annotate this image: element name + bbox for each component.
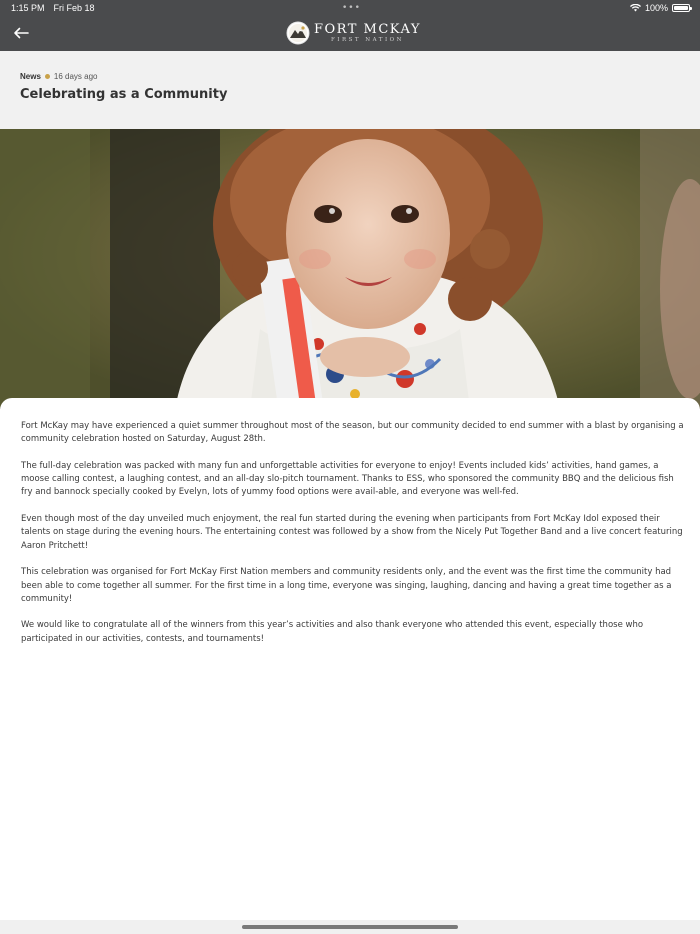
article-paragraph: This celebration was organised for Fort McKay First Nation members and community residents only, and the event was the first time the community had been able to come together all summer. For the first time in a long time, everyone was singing, laughing, dancing and having a great time together as a community! bbox=[21, 567, 672, 604]
article-hero-image bbox=[0, 129, 700, 409]
brand-logo bbox=[286, 21, 421, 45]
article-paragraph: The full-day celebration was packed with many fun and unforgettable activities for everyone to enjoy! Events included kids’ activities, hand games, a moose calling contest, a laughing contest, and an all-day slo-pitch tournament. Thanks to ESS, who sponsored the community BBQ and the delicious fish fry and bannock specially cooked by Evelyn, lots of yummy food options were avail-able, and everyone was well-fed. bbox=[21, 460, 674, 498]
logo-title: FORT MCKAY bbox=[314, 21, 421, 37]
article-title: Celebrating as a Community bbox=[20, 87, 228, 102]
article-paragraph: Fort McKay may have experienced a quiet summer throughout most of the season, but our community decided to end summer with a blast by organising a community celebration hosted on Saturday, August 28th. bbox=[21, 421, 684, 445]
arrow-left-icon bbox=[13, 27, 29, 39]
status-date: Fri Feb 18 bbox=[53, 3, 95, 13]
article-content-card bbox=[0, 398, 700, 920]
article-header bbox=[0, 51, 700, 129]
status-right bbox=[630, 3, 690, 13]
battery-icon bbox=[672, 4, 690, 12]
article-time-ago: 16 days ago bbox=[53, 72, 98, 81]
category-label: News bbox=[20, 72, 41, 81]
home-indicator[interactable] bbox=[242, 925, 458, 929]
multitask-dots-icon[interactable]: ••• bbox=[342, 3, 361, 13]
battery-percent: 100% bbox=[644, 3, 668, 13]
logo-subtitle: FIRST NATION bbox=[330, 36, 404, 43]
article-paragraph: We would like to congratulate all of the winners from this year’s activities and also thank everyone who attended this event, especially those who participated in our activities, contests, and tournaments! bbox=[21, 620, 644, 644]
bottom-bar bbox=[0, 920, 700, 934]
status-clock: 1:15 PM bbox=[11, 3, 45, 13]
hero-photo-child bbox=[0, 129, 700, 409]
article-paragraph: Even though most of the day unveiled much enjoyment, the real fun started during the evening when participants from Fort McKay Idol exposed their talents on stage during the evening hours. The entertaining contest was followed by a show from the Nicely Put Together Band and a live concert featuring Aaron Pritchett! bbox=[21, 514, 683, 551]
article-meta bbox=[20, 72, 98, 81]
logo-emblem-icon bbox=[286, 21, 310, 45]
top-bar bbox=[0, 0, 700, 51]
article-body bbox=[21, 420, 686, 659]
meta-separator-dot bbox=[45, 74, 50, 79]
status-time bbox=[11, 3, 95, 13]
back-button[interactable] bbox=[10, 23, 32, 43]
wifi-icon bbox=[630, 4, 641, 12]
